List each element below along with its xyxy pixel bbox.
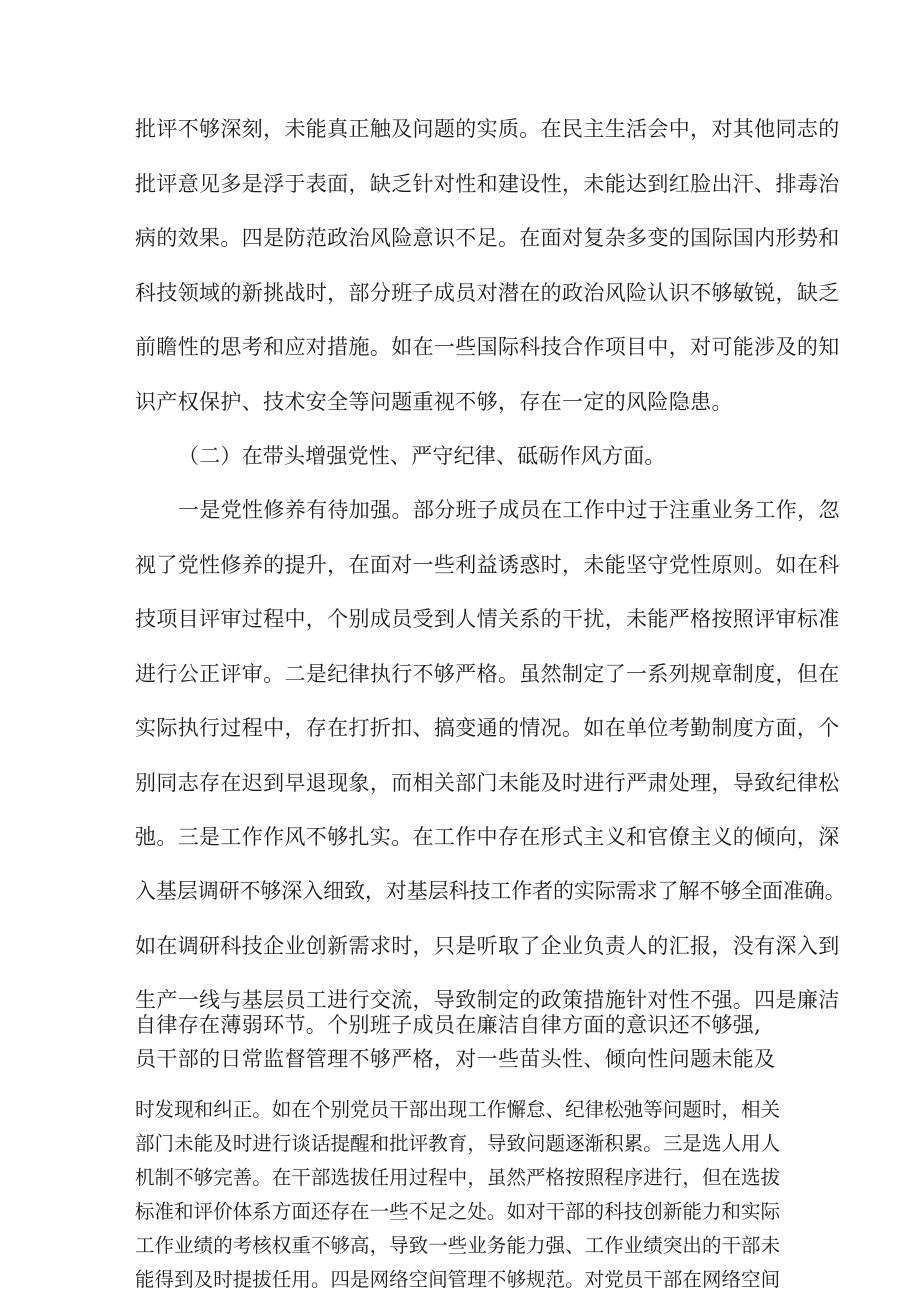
text-line: 时发现和纠正。如在个别党员干部出现工作懈怠、纪律松弛等问题时，相关 xyxy=(135,1098,781,1121)
text-line: 弛。三是工作作风不够扎实。在工作中存在形式主义和官僚主义的倾向，深 xyxy=(135,825,840,849)
text-line: 入基层调研不够深入细致，对基层科技工作者的实际需求了解不够全面准确。 xyxy=(135,879,846,903)
text-line: 机制不够完善。在干部选拔任用过程中，虽然严格按照程序进行，但在选拔 xyxy=(135,1166,781,1189)
text-line: 别同志存在迟到早退现象，而相关部门未能及时进行严肃处理，导致纪律松 xyxy=(135,771,840,795)
text-line: 实际执行过程中，存在打折扣、搞变通的情况。如在单位考勤制度方面，个 xyxy=(135,716,840,740)
text-line: 识产权保护、技术安全等问题重视不够，存在一定的风险隐患。 xyxy=(135,390,733,414)
text-line: 病的效果。四是防范政治风险意识不足。在面对复杂多变的国际国内形势和 xyxy=(135,226,840,250)
text-line: 工作业绩的考核权重不够高，导致一些业务能力强、工作业绩突出的干部未 xyxy=(135,1234,781,1257)
text-line: 员干部的日常监督管理不够严格，对一些苗头性、倾向性问题未能及 xyxy=(135,1047,776,1071)
text-line: 批评意见多是浮于表面，缺乏针对性和建设性，未能达到红脸出汗、排毒治 xyxy=(135,172,840,196)
text-line: 技项目评审过程中，个别成员受到人情关系的干扰，未能严格按照评审标准 xyxy=(135,607,840,631)
text-line: 批评不够深刻，未能真正触及问题的实质。在民主生活会中，对其他同志的 xyxy=(135,117,840,141)
text-line: 自律存在薄弱环节。个别班子成员在廉洁自律方面的意识还不够强, xyxy=(135,1013,762,1037)
text-line: 生产一线与基层员工进行交流，导致制定的政策措施针对性不强。四是廉洁 xyxy=(135,988,840,1012)
text-line: 能得到及时提拔任用。四是网络空间管理不够规范。对党员干部在网络空间 xyxy=(135,1268,781,1291)
text-line: 科技领域的新挑战时，部分班子成员对潜在的政治风险认识不够敏锐，缺乏 xyxy=(135,281,840,305)
text-line: 标准和评价体系方面还存在一些不足之处。如对干部的科技创新能力和实际 xyxy=(135,1200,781,1223)
text-line: 一是党性修养有待加强。部分班子成员在工作中过于注重业务工作，忽 xyxy=(178,498,840,522)
text-line: 如在调研科技企业创新需求时，只是听取了企业负责人的汇报，没有深入到 xyxy=(135,934,840,958)
text-line: 部门未能及时进行谈话提醒和批评教育，导致问题逐渐积累。三是选人用人 xyxy=(135,1132,781,1155)
text-line: 视了党性修养的提升，在面对一些利益诱惑时，未能坚守党性原则。如在科 xyxy=(135,553,840,577)
text-line: 进行公正评审。二是纪律执行不够严格。虽然制定了一系列规章制度，但在 xyxy=(135,662,840,686)
text-line: 前瞻性的思考和应对措施。如在一些国际科技合作项目中，对可能涉及的知 xyxy=(135,335,840,359)
section-heading: （二）在带头增强党性、严守纪律、砥砺作风方面。 xyxy=(178,444,666,468)
